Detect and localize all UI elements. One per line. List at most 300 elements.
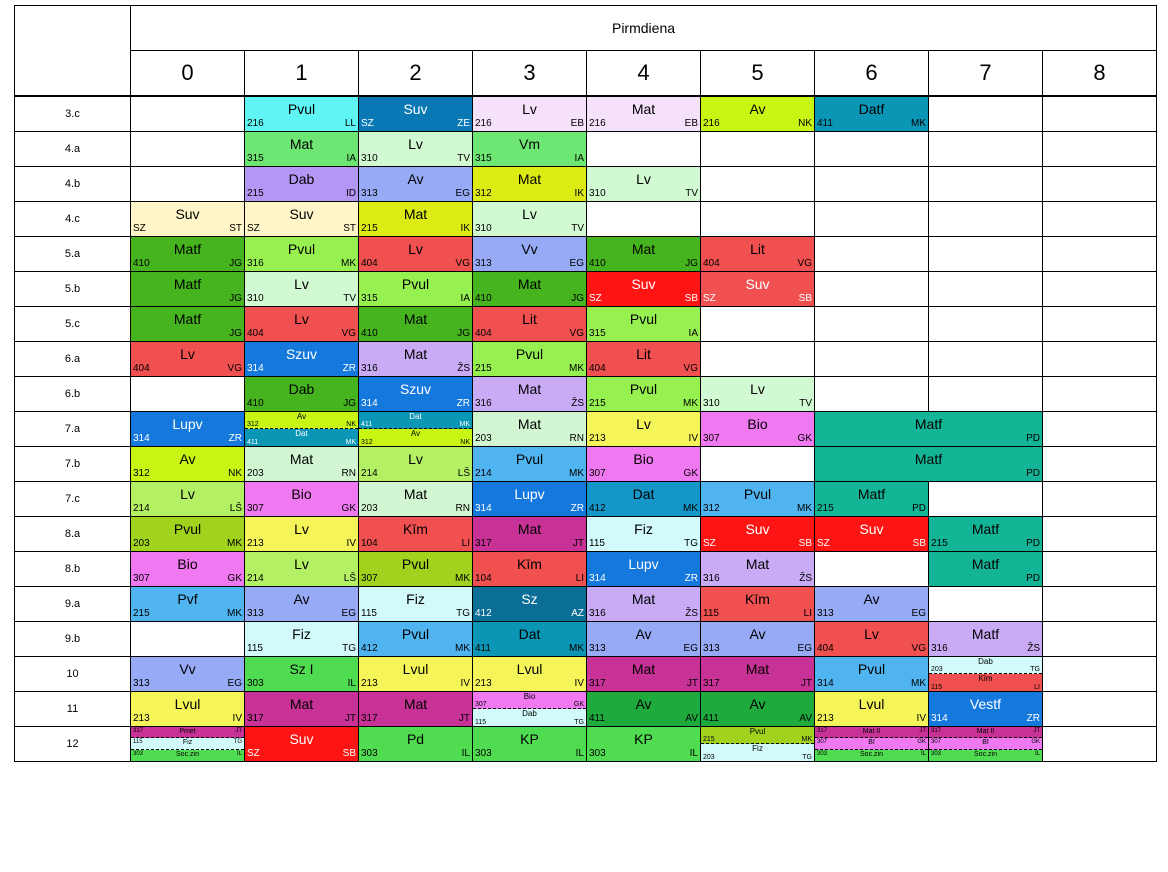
lesson-cell — [929, 657, 1043, 692]
teacher-code: IA — [574, 153, 584, 164]
lesson-tile — [359, 237, 472, 271]
timetable-row — [15, 727, 1157, 762]
lesson-tile — [359, 657, 472, 691]
lesson-cell — [701, 96, 815, 132]
lesson-cell — [473, 237, 587, 272]
teacher-code: MK — [227, 538, 242, 549]
room-number: 317 — [133, 728, 144, 734]
lesson-cell — [473, 692, 587, 727]
subject-label: Datf — [858, 101, 885, 117]
teacher-code: MK — [341, 258, 356, 269]
lesson-cell — [245, 272, 359, 307]
teacher-code: IV — [232, 713, 242, 724]
room-number: 312 — [703, 503, 720, 514]
room-number: 310 — [475, 223, 492, 234]
room-number: 317 — [931, 728, 942, 734]
timetable-row — [15, 237, 1157, 272]
subject-label: Lv — [522, 101, 537, 117]
subject-label: Pd — [406, 731, 425, 747]
teacher-code: TV — [571, 223, 584, 234]
room-number: 203 — [247, 468, 264, 479]
teacher-code: ŽS — [457, 363, 470, 374]
lesson-cell — [473, 482, 587, 517]
subject-label: Mat — [403, 206, 428, 222]
teacher-code: IA — [688, 328, 698, 339]
room-number: 411 — [361, 421, 373, 428]
lesson-tile — [701, 237, 814, 271]
lesson-cell — [245, 447, 359, 482]
room-number: 313 — [133, 678, 150, 689]
lesson-tile — [359, 517, 472, 551]
teacher-code: JT — [800, 678, 812, 689]
lesson-tile — [359, 447, 472, 481]
subject-label: Suv — [745, 276, 770, 292]
lesson-cell — [929, 377, 1043, 412]
period-header: 0 — [131, 51, 245, 97]
lesson-cell — [131, 167, 245, 202]
teacher-code: ST — [229, 223, 242, 234]
room-number: 115 — [589, 538, 605, 549]
lesson-cell — [131, 622, 245, 657]
lesson-tile — [473, 132, 586, 166]
teacher-code: TG — [342, 643, 356, 654]
teacher-code: MK — [455, 643, 470, 654]
subject-label: Av — [749, 626, 766, 642]
lesson-tile — [131, 272, 244, 306]
class-label: 9.a — [15, 587, 131, 622]
subject-label: Pvul — [857, 661, 886, 677]
room-number: 411 — [589, 713, 605, 724]
lesson-cell — [587, 342, 701, 377]
lesson-cell — [701, 132, 815, 167]
lesson-tile — [359, 377, 472, 411]
class-label: 5.a — [15, 237, 131, 272]
group-lesson — [131, 727, 244, 738]
room-number: 307 — [475, 701, 487, 708]
lesson-tile — [359, 587, 472, 621]
subject-label: Matf — [173, 241, 202, 257]
room-number: 214 — [475, 468, 492, 479]
subject-label: Matf — [173, 311, 202, 327]
teacher-code: TV — [799, 398, 812, 409]
subject-label: Pvul — [287, 101, 316, 117]
subject-label: Suv — [175, 206, 200, 222]
subject-label: Dab — [288, 171, 315, 187]
room-number: 203 — [931, 666, 943, 673]
lesson-cell — [245, 167, 359, 202]
lesson-cell — [131, 96, 245, 132]
subject-label: Lv — [294, 311, 309, 327]
lesson-cell — [473, 622, 587, 657]
teacher-code: MK — [683, 503, 698, 514]
lesson-tile — [815, 587, 928, 621]
room-number: 307 — [589, 468, 606, 479]
timetable-row — [15, 517, 1157, 552]
class-label: 7.b — [15, 447, 131, 482]
subject-label: Dat — [632, 486, 655, 502]
lesson-cell — [929, 237, 1043, 272]
room-number: 214 — [361, 468, 378, 479]
subject-label: Sz — [521, 591, 538, 607]
group-lesson — [815, 727, 928, 738]
timetable-row — [15, 552, 1157, 587]
subject-label: Dat — [409, 412, 422, 421]
teacher-code: PD — [1026, 468, 1040, 479]
lesson-cell — [359, 272, 473, 307]
lesson-tile — [587, 447, 700, 481]
teacher-code: JT — [1033, 728, 1040, 734]
lesson-cell — [701, 447, 815, 482]
lesson-cell — [929, 132, 1043, 167]
lesson-cell — [245, 132, 359, 167]
subject-label: Lv — [636, 416, 651, 432]
teacher-code: MK — [227, 608, 242, 619]
lesson-cell — [359, 412, 473, 447]
subject-label: Bio — [747, 416, 768, 432]
lesson-cell — [1043, 237, 1157, 272]
subject-label: Av — [293, 591, 310, 607]
lesson-cell — [815, 552, 929, 587]
lesson-cell — [701, 307, 815, 342]
room-number: 412 — [475, 608, 492, 619]
lesson-tile — [131, 237, 244, 271]
room-number: 316 — [703, 573, 720, 584]
teacher-code: ZR — [456, 398, 470, 409]
lesson-tile — [473, 622, 586, 656]
lesson-cell — [1043, 307, 1157, 342]
teacher-code: EG — [455, 188, 470, 199]
teacher-code: MK — [911, 118, 926, 129]
room-number: 317 — [703, 678, 720, 689]
lesson-tile — [359, 342, 472, 376]
room-number: 303 — [931, 750, 942, 757]
lesson-cell — [245, 657, 359, 692]
lesson-tile — [587, 587, 700, 621]
lesson-cell — [131, 517, 245, 552]
room-number: 316 — [931, 643, 948, 654]
room-number: 317 — [247, 713, 264, 724]
subject-label: Lvul — [402, 661, 429, 677]
teacher-code: RN — [455, 503, 470, 514]
lesson-cell — [587, 482, 701, 517]
room-number: 315 — [475, 153, 492, 164]
lesson-cell — [587, 447, 701, 482]
lesson-cell — [245, 692, 359, 727]
lesson-cell — [815, 237, 929, 272]
lesson-cell — [131, 272, 245, 307]
lesson-tile — [131, 482, 244, 516]
class-label: 12 — [15, 727, 131, 762]
subject-label: Szuv — [399, 381, 432, 397]
teacher-code: NK — [346, 421, 356, 428]
lesson-cell — [701, 167, 815, 202]
class-label: 9.b — [15, 622, 131, 657]
lesson-tile — [587, 482, 700, 516]
teacher-code: LŠ — [343, 573, 356, 584]
teacher-code: VG — [455, 258, 470, 269]
lesson-tile — [701, 517, 814, 551]
teacher-code: IL — [347, 678, 356, 689]
lesson-tile — [131, 447, 244, 481]
lesson-tile — [587, 342, 700, 376]
lesson-cell — [587, 377, 701, 412]
lesson-cell — [929, 342, 1043, 377]
lesson-cell — [815, 587, 929, 622]
lesson-cell — [1043, 657, 1157, 692]
lesson-cell — [701, 657, 815, 692]
lesson-tile — [587, 622, 700, 656]
lesson-cell — [473, 517, 587, 552]
lesson-cell — [929, 622, 1043, 657]
room-number: 215 — [589, 398, 606, 409]
teacher-code: TG — [684, 538, 698, 549]
lesson-cell — [245, 377, 359, 412]
subject-label: Mat — [403, 486, 428, 502]
teacher-code: JT — [572, 538, 584, 549]
lesson-tile — [473, 412, 586, 446]
split-lesson — [359, 412, 472, 429]
split-lesson — [245, 429, 358, 446]
lesson-cell — [815, 342, 929, 377]
teacher-code: TG — [1030, 666, 1040, 673]
period-header: 8 — [1043, 51, 1157, 97]
subject-label: Bī — [982, 739, 989, 747]
subject-label: Lv — [864, 626, 879, 642]
subject-label: Lit — [522, 311, 537, 327]
subject-label: Pvul — [401, 626, 430, 642]
room-number: 115 — [475, 719, 487, 726]
subject-label: Lvul — [174, 696, 201, 712]
lesson-tile — [473, 517, 586, 551]
room-number: 303 — [247, 678, 264, 689]
subject-label: Pvul — [743, 486, 772, 502]
subject-label: Lv — [294, 556, 309, 572]
room-number: 316 — [475, 398, 492, 409]
lesson-cell — [587, 552, 701, 587]
subject-label: Pvul — [515, 451, 544, 467]
subject-label: Matf — [914, 451, 943, 467]
lesson-cell — [587, 132, 701, 167]
teacher-code: LL — [344, 118, 356, 129]
lesson-cell — [815, 727, 929, 762]
subject-label: Lv — [180, 486, 195, 502]
room-number: 315 — [589, 328, 606, 339]
subject-label: Pvul — [401, 556, 430, 572]
lesson-tile — [245, 272, 358, 306]
group-lesson — [929, 750, 1042, 761]
room-number: 310 — [589, 188, 606, 199]
class-label: 4.a — [15, 132, 131, 167]
subject-label: Soc.zin — [860, 750, 883, 758]
room-number: 312 — [133, 468, 150, 479]
room-number: 312 — [361, 439, 373, 446]
subject-label: Av — [410, 429, 421, 438]
subject-label: Bī — [868, 739, 875, 747]
room-number: 215 — [475, 363, 492, 374]
group-lesson — [815, 750, 928, 761]
subject-label: Vm — [519, 136, 540, 152]
lesson-tile — [815, 622, 928, 656]
teacher-code: IL — [575, 748, 584, 759]
lesson-cell — [131, 482, 245, 517]
lesson-cell — [587, 412, 701, 447]
teacher-code: ZR — [570, 503, 584, 514]
subject-label: Mat — [289, 696, 314, 712]
subject-label: Lupv — [514, 486, 545, 502]
lesson-tile — [701, 272, 814, 306]
lesson-cell — [815, 692, 929, 727]
lesson-cell — [359, 622, 473, 657]
lesson-tile — [359, 622, 472, 656]
subject-label: Lupv — [172, 416, 203, 432]
room-number: 307 — [931, 739, 942, 746]
lesson-cell — [815, 622, 929, 657]
teacher-code: IV — [346, 538, 356, 549]
class-label: 10 — [15, 657, 131, 692]
lesson-tile — [473, 202, 586, 236]
subject-label: Mat — [403, 696, 428, 712]
lesson-tile — [587, 517, 700, 551]
room-number: 314 — [589, 573, 606, 584]
room-number: 404 — [817, 643, 834, 654]
lesson-tile — [473, 727, 586, 761]
subject-label: Lv — [522, 206, 537, 222]
period-header: 3 — [473, 51, 587, 97]
teacher-code: ZR — [228, 433, 242, 444]
lesson-tile — [473, 307, 586, 341]
teacher-code: SB — [342, 748, 356, 759]
subject-label: Dat — [295, 429, 308, 438]
teacher-code: IL — [236, 750, 242, 757]
lesson-tile — [359, 552, 472, 586]
lesson-cell — [473, 167, 587, 202]
teacher-code: ST — [343, 223, 356, 234]
class-label: 8.a — [15, 517, 131, 552]
lesson-tile — [359, 272, 472, 306]
teacher-code: PD — [1026, 573, 1040, 584]
lesson-tile — [473, 377, 586, 411]
teacher-code: IL — [689, 748, 698, 759]
subject-label: Fiz — [292, 626, 311, 642]
room-number: 404 — [589, 363, 606, 374]
subject-label: Kīm — [978, 674, 993, 683]
lesson-cell — [359, 727, 473, 762]
subject-label: Matf — [173, 276, 202, 292]
teacher-code: LŠ — [229, 503, 242, 514]
teacher-code: ŽS — [571, 398, 584, 409]
lesson-cell — [131, 727, 245, 762]
lesson-cell — [815, 377, 929, 412]
teacher-code: ZR — [1026, 713, 1040, 724]
teacher-code: IV — [916, 713, 926, 724]
period-header-row — [15, 51, 1157, 97]
corner-cell — [15, 6, 131, 97]
teacher-code: TV — [457, 153, 470, 164]
room-number: 411 — [817, 118, 833, 129]
teacher-code: IV — [460, 678, 470, 689]
teacher-code: EG — [911, 608, 926, 619]
class-label: 7.a — [15, 412, 131, 447]
lesson-tile — [473, 587, 586, 621]
lesson-tile — [815, 657, 928, 691]
lesson-cell — [701, 552, 815, 587]
lesson-tile — [701, 657, 814, 691]
class-label: 6.a — [15, 342, 131, 377]
room-number: 215 — [817, 503, 834, 514]
teacher-code: JT — [344, 713, 356, 724]
teacher-code: GK — [797, 433, 812, 444]
subject-label: Vv — [521, 241, 538, 257]
lesson-cell — [701, 412, 815, 447]
room-number: 313 — [589, 643, 606, 654]
lesson-tile — [245, 447, 358, 481]
lesson-cell — [131, 237, 245, 272]
period-header: 1 — [245, 51, 359, 97]
lesson-tile — [245, 377, 358, 411]
lesson-tile — [245, 552, 358, 586]
lesson-tile — [131, 552, 244, 586]
subject-label: Mat — [289, 451, 314, 467]
lesson-cell — [359, 447, 473, 482]
room-number: 216 — [247, 118, 264, 129]
lesson-cell — [929, 202, 1043, 237]
teacher-code: IA — [460, 293, 470, 304]
subject-label: Dab — [978, 657, 993, 666]
room-number: 404 — [361, 258, 378, 269]
lesson-tile — [701, 482, 814, 516]
lesson-tile — [929, 692, 1042, 726]
room-number: 404 — [475, 328, 492, 339]
room-number: 317 — [817, 728, 828, 734]
room-number: 303 — [589, 748, 606, 759]
room-number: 307 — [703, 433, 720, 444]
lesson-cell — [359, 167, 473, 202]
subject-label: Lvul — [858, 696, 885, 712]
subject-label: Pvul — [287, 241, 316, 257]
subject-label: KP — [520, 731, 539, 747]
timetable-row — [15, 447, 1157, 482]
teacher-code: VG — [569, 328, 584, 339]
room-number: 215 — [361, 223, 378, 234]
teacher-code: VG — [341, 328, 356, 339]
lesson-tile — [359, 167, 472, 201]
subject-label: Pmet — [179, 728, 196, 735]
room-number: 213 — [817, 713, 834, 724]
lesson-cell — [701, 272, 815, 307]
teacher-code: SB — [912, 538, 926, 549]
lesson-cell — [815, 482, 929, 517]
teacher-code: JT — [458, 713, 470, 724]
subject-label: Suv — [631, 276, 656, 292]
teacher-code: TG — [574, 719, 584, 726]
class-label: 4.c — [15, 202, 131, 237]
timetable-row — [15, 272, 1157, 307]
room-number: 313 — [475, 258, 492, 269]
lesson-tile — [131, 342, 244, 376]
lesson-cell — [1043, 552, 1157, 587]
subject-label: Kīm — [403, 521, 428, 537]
lesson-cell — [587, 727, 701, 762]
lesson-tile — [245, 517, 358, 551]
room-number: 216 — [589, 118, 606, 129]
room-number: 215 — [133, 608, 150, 619]
teacher-code: JG — [457, 328, 470, 339]
subject-label: KP — [634, 731, 653, 747]
lesson-tile — [131, 517, 244, 551]
teacher-code: VG — [911, 643, 926, 654]
subject-label: Av — [635, 626, 652, 642]
teacher-code: JG — [229, 258, 242, 269]
